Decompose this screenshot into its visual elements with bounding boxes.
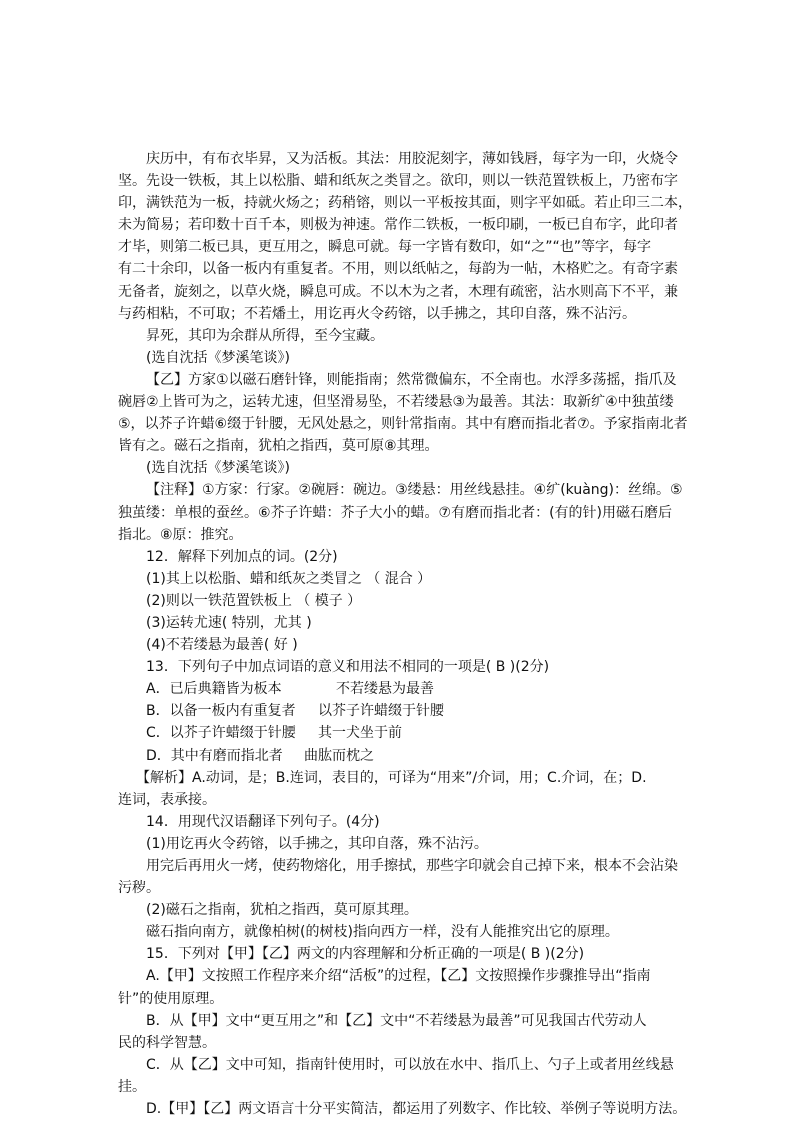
- passage-b-source: (选自沈括《梦溪笔谈》): [146, 460, 290, 477]
- question-stem: 13．下列句子中加点词语的意义和用法不相同的一项是( B )(2分): [146, 659, 550, 676]
- question-12: [118, 546, 680, 656]
- notes: [118, 479, 683, 545]
- question-13: [118, 656, 680, 811]
- option-right: 以芥子许蜡缀于针腰: [318, 703, 444, 720]
- passage-a-line: 坚。先设一铁板，其上以松脂、蜡和纸灰之类冒之。欲印，则以一铁范置铁板上，乃密布字: [118, 173, 678, 190]
- option-line: A.【甲】文按照工作程序来介绍“活板”的过程，【乙】文按照操作步骤推导出“指南: [146, 968, 651, 985]
- question-stem: 15．下列对【甲】【乙】两文的内容理解和分析正确的一项是( B )(2分): [146, 946, 585, 963]
- option-right: 曲肱而枕之: [304, 747, 374, 764]
- option-line: B．从【甲】文中“更互用之”和【乙】文中“不若缕悬为最善”可见我国古代劳动人: [146, 1012, 647, 1029]
- option-row: [118, 745, 680, 767]
- question-15: [118, 943, 687, 1120]
- passage-a: [118, 148, 692, 369]
- document-page: [118, 148, 692, 1120]
- passage-a-line: 无备者，旋刻之，以草火烧，瞬息可成。不以木为之者，木理有疏密，沾水则高下不平，兼: [118, 283, 678, 300]
- option-row: [118, 722, 680, 744]
- passage-b-line: 皆有之。磁石之指南，犹柏之指西，莫可原⑧其理。: [118, 438, 439, 455]
- option-line: C．从【乙】文中可知，指南针使用时，可以放在水中、指爪上、勺子上或者用丝线悬: [146, 1056, 674, 1073]
- notes-line: 指北。⑧原：推究。: [118, 526, 243, 543]
- notes-line: 独茧缕：单根的蚕丝。⑥芥子许蜡：芥子大小的蜡。⑦有磨而指北者：(有的针)用磁石磨后: [118, 504, 673, 521]
- translate-sentence: (2)磁石之指南，犹柏之指西，莫可原其理。: [146, 902, 418, 919]
- passage-b-line: 碗唇②上皆可为之，运转尤速，但坚滑易坠，不若缕悬③为最善。其法：取新纩④中独茧缕: [118, 394, 674, 411]
- passage-a-line: 印，满铁范为一板，持就火炀之；药稍镕，则以一平板按其面，则字平如砥。若止印三二本，: [118, 195, 692, 212]
- option-left: B．以备一板内有重复者: [146, 703, 296, 720]
- option-right: 其一犬坐于前: [318, 725, 402, 742]
- notes-line: 【注释】①方家：行家。②碗唇：碗边。③缕悬：用丝线悬挂。④纩(kuàng)：丝绵。⑤: [146, 482, 683, 499]
- passage-b: [118, 369, 688, 479]
- option-right: 不若缕悬为最善: [336, 681, 434, 698]
- option-line: D.【甲】【乙】两文语言十分平实简洁，都运用了列数字、作比较、举例子等说明方法。: [146, 1101, 687, 1118]
- option-line: 民的科学智慧。: [118, 1034, 216, 1051]
- option-line: 针”的使用原理。: [118, 990, 224, 1007]
- question-stem: 12．解释下列加点的词。(2分): [146, 548, 338, 565]
- analysis-line: 【解析】A.动词，是；B.连词，表目的，可译为“用来”/介词，用；C.介词，在；D.: [136, 769, 647, 786]
- translate-sentence: (1)用讫再火令药镕，以手拂之，其印自落，殊不沾污。: [146, 835, 488, 852]
- option-left: C．以芥子许蜡缀于针腰: [146, 725, 296, 742]
- passage-b-line: 【乙】方家①以磁石磨针锋，则能指南；然常微偏东，不全南也。水浮多荡摇，指爪及: [146, 371, 677, 388]
- question-item: (1)其上以松脂、蜡和纸灰之类冒之 （ 混合 ）: [146, 570, 432, 587]
- translate-answer: 磁石指向南方，就像柏树(的树枝)指向西方一样，没有人能推究出它的原理。: [146, 924, 619, 941]
- question-item: (4)不若缕悬为最善( 好 ): [146, 637, 298, 654]
- question-14: [118, 811, 680, 944]
- option-row: [118, 700, 680, 722]
- passage-b-line: ⑤，以芥子许蜡⑥缀于针腰，无风处悬之，则针常指南。其中有磨而指北者⑦。予家指南北者: [118, 416, 688, 433]
- option-line: 挂。: [118, 1078, 146, 1095]
- passage-a-end: 昇死，其印为余群从所得，至今宝藏。: [146, 327, 384, 344]
- passage-a-line: 才毕，则第二板已具，更互用之，瞬息可就。每一字皆有数印，如“之”“也”等字，每字: [118, 239, 652, 256]
- question-item: (2)则以一铁范置铁板上 （ 模子 ）: [146, 592, 362, 609]
- question-item: (3)运转尤速( 特别，尤其 ): [146, 614, 312, 631]
- passage-a-line: 未为简易；若印数十百千本，则极为神速。常作二铁板，一板印刷，一板已自布字，此印者: [118, 217, 678, 234]
- analysis-line: 连词，表承接。: [118, 791, 216, 808]
- option-left: A．已后典籍皆为板本: [146, 681, 282, 698]
- translate-answer: 污秽。: [118, 880, 160, 897]
- passage-a-line: 庆历中，有布衣毕昇，又为活板。其法：用胶泥刻字，薄如钱唇，每字为一印，火烧令: [146, 151, 678, 167]
- option-row: [118, 678, 680, 700]
- translate-answer: 用完后再用火一烤，使药物熔化，用手擦拭，那些字印就会自己掉下来，根本不会沾染: [146, 858, 678, 874]
- option-left: D．其中有磨而指北者: [146, 747, 283, 764]
- passage-a-line: 有二十余印，以备一板内有重复者。不用，则以纸帖之，每韵为一帖，木格贮之。有奇字素: [118, 261, 678, 278]
- passage-a-line: 与药相粘，不可取；不若燔土，用讫再火令药镕，以手拂之，其印自落，殊不沾污。: [118, 305, 636, 322]
- passage-a-source: (选自沈括《梦溪笔谈》): [146, 349, 290, 366]
- question-stem: 14．用现代汉语翻译下列句子。(4分): [146, 813, 380, 830]
